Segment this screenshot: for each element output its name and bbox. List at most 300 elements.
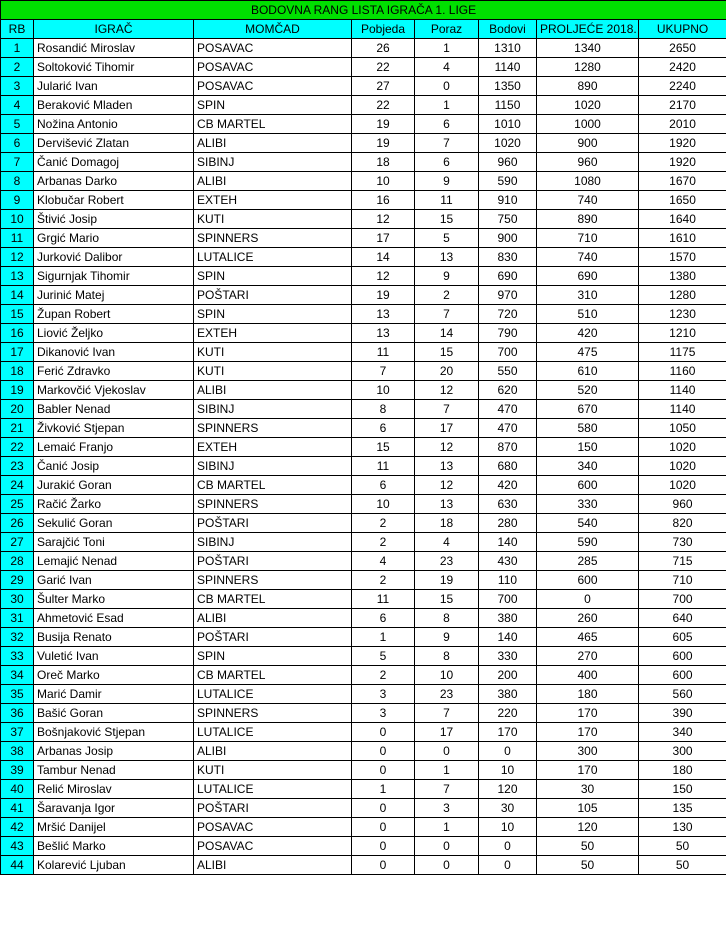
table-row [1,609,726,628]
cell-points: 750 [479,210,537,229]
cell-losses: 6 [415,115,479,134]
cell-team: SPIN [194,305,352,324]
cell-points: 0 [479,856,537,875]
table-row [1,115,726,134]
cell-losses: 3 [415,799,479,818]
cell-rb: 25 [1,495,34,514]
cell-points: 200 [479,666,537,685]
table-row [1,96,726,115]
cell-spring-2018: 960 [537,153,639,172]
cell-player: Grgić Mario [34,229,194,248]
cell-player: Oreč Marko [34,666,194,685]
cell-team: SPINNERS [194,495,352,514]
cell-spring-2018: 590 [537,533,639,552]
table-row [1,799,726,818]
cell-wins: 1 [352,628,415,647]
cell-wins: 3 [352,685,415,704]
cell-rb: 9 [1,191,34,210]
table-row [1,286,726,305]
cell-player: Beraković Mladen [34,96,194,115]
cell-spring-2018: 170 [537,723,639,742]
cell-player: Živković Stjepan [34,419,194,438]
cell-rb: 10 [1,210,34,229]
cell-player: Klobučar Robert [34,191,194,210]
cell-wins: 1 [352,780,415,799]
cell-total: 730 [639,533,726,552]
cell-wins: 3 [352,704,415,723]
cell-wins: 0 [352,761,415,780]
cell-points: 140 [479,533,537,552]
cell-losses: 19 [415,571,479,590]
cell-rb: 6 [1,134,34,153]
table-body [1,39,726,875]
cell-rb: 37 [1,723,34,742]
cell-player: Jurković Dalibor [34,248,194,267]
cell-losses: 23 [415,685,479,704]
cell-losses: 7 [415,305,479,324]
table-row [1,58,726,77]
cell-rb: 1 [1,39,34,58]
cell-spring-2018: 475 [537,343,639,362]
cell-wins: 14 [352,248,415,267]
cell-points: 220 [479,704,537,723]
table-row [1,514,726,533]
cell-spring-2018: 150 [537,438,639,457]
cell-points: 1310 [479,39,537,58]
cell-spring-2018: 600 [537,476,639,495]
cell-points: 470 [479,400,537,419]
cell-rb: 41 [1,799,34,818]
table-row [1,362,726,381]
cell-player: Ferić Zdravko [34,362,194,381]
table-row [1,818,726,837]
cell-total: 1175 [639,343,726,362]
cell-player: Arbanas Darko [34,172,194,191]
cell-rb: 8 [1,172,34,191]
cell-player: Sarajčić Toni [34,533,194,552]
cell-losses: 1 [415,96,479,115]
cell-team: POŠTARI [194,799,352,818]
cell-losses: 7 [415,134,479,153]
cell-losses: 12 [415,438,479,457]
cell-points: 110 [479,571,537,590]
cell-team: KUTI [194,210,352,229]
cell-player: Čanić Domagoj [34,153,194,172]
table-row [1,856,726,875]
cell-player: Vuletić Ivan [34,647,194,666]
cell-player: Šulter Marko [34,590,194,609]
cell-spring-2018: 120 [537,818,639,837]
cell-rb: 39 [1,761,34,780]
cell-spring-2018: 740 [537,191,639,210]
cell-rb: 38 [1,742,34,761]
cell-points: 830 [479,248,537,267]
cell-points: 10 [479,818,537,837]
cell-spring-2018: 0 [537,590,639,609]
cell-losses: 4 [415,533,479,552]
cell-losses: 15 [415,590,479,609]
cell-losses: 7 [415,780,479,799]
cell-total: 150 [639,780,726,799]
cell-wins: 0 [352,856,415,875]
cell-losses: 12 [415,381,479,400]
table-row [1,191,726,210]
cell-player: Štivić Josip [34,210,194,229]
table-row [1,267,726,286]
cell-total: 1020 [639,457,726,476]
cell-rb: 14 [1,286,34,305]
cell-points: 590 [479,172,537,191]
cell-wins: 8 [352,400,415,419]
cell-losses: 13 [415,248,479,267]
cell-wins: 19 [352,286,415,305]
cell-spring-2018: 420 [537,324,639,343]
cell-team: POSAVAC [194,818,352,837]
cell-team: LUTALICE [194,685,352,704]
cell-spring-2018: 670 [537,400,639,419]
cell-team: ALIBI [194,172,352,191]
cell-wins: 10 [352,172,415,191]
cell-wins: 0 [352,799,415,818]
cell-team: LUTALICE [194,248,352,267]
cell-spring-2018: 1340 [537,39,639,58]
cell-team: CB MARTEL [194,115,352,134]
table-row [1,495,726,514]
cell-spring-2018: 600 [537,571,639,590]
cell-rb: 18 [1,362,34,381]
cell-player: Marić Damir [34,685,194,704]
table-row [1,381,726,400]
table-row [1,780,726,799]
table-row [1,343,726,362]
cell-points: 870 [479,438,537,457]
cell-points: 1150 [479,96,537,115]
cell-total: 50 [639,856,726,875]
cell-rb: 11 [1,229,34,248]
cell-total: 820 [639,514,726,533]
table-row [1,552,726,571]
cell-spring-2018: 890 [537,77,639,96]
cell-points: 790 [479,324,537,343]
cell-rb: 27 [1,533,34,552]
table-row [1,742,726,761]
table-row [1,134,726,153]
cell-points: 960 [479,153,537,172]
cell-team: POSAVAC [194,39,352,58]
cell-spring-2018: 580 [537,419,639,438]
cell-total: 340 [639,723,726,742]
table-row [1,590,726,609]
cell-wins: 17 [352,229,415,248]
cell-player: Jurakić Goran [34,476,194,495]
title-row [1,1,726,20]
cell-total: 715 [639,552,726,571]
cell-spring-2018: 1020 [537,96,639,115]
cell-player: Lemajić Nenad [34,552,194,571]
cell-losses: 7 [415,704,479,723]
cell-losses: 15 [415,210,479,229]
cell-losses: 9 [415,267,479,286]
cell-total: 600 [639,666,726,685]
cell-rb: 40 [1,780,34,799]
cell-spring-2018: 330 [537,495,639,514]
cell-team: POSAVAC [194,837,352,856]
table-row [1,229,726,248]
cell-wins: 22 [352,96,415,115]
cell-total: 390 [639,704,726,723]
cell-team: CB MARTEL [194,476,352,495]
cell-points: 30 [479,799,537,818]
cell-team: SIBINJ [194,153,352,172]
cell-team: POŠTARI [194,286,352,305]
cell-rb: 26 [1,514,34,533]
cell-wins: 0 [352,818,415,837]
cell-points: 170 [479,723,537,742]
cell-rb: 31 [1,609,34,628]
cell-points: 1010 [479,115,537,134]
cell-spring-2018: 400 [537,666,639,685]
cell-player: Rosandić Miroslav [34,39,194,58]
cell-rb: 36 [1,704,34,723]
cell-losses: 11 [415,191,479,210]
cell-team: LUTALICE [194,780,352,799]
cell-wins: 10 [352,495,415,514]
cell-wins: 0 [352,723,415,742]
cell-total: 135 [639,799,726,818]
table-row [1,400,726,419]
cell-spring-2018: 170 [537,761,639,780]
cell-team: POŠTARI [194,628,352,647]
cell-rb: 32 [1,628,34,647]
cell-total: 1670 [639,172,726,191]
cell-wins: 19 [352,134,415,153]
cell-total: 2420 [639,58,726,77]
cell-team: ALIBI [194,609,352,628]
cell-rb: 21 [1,419,34,438]
cell-wins: 12 [352,267,415,286]
cell-losses: 0 [415,742,479,761]
cell-player: Kolarević Ljuban [34,856,194,875]
cell-losses: 1 [415,39,479,58]
cell-points: 620 [479,381,537,400]
cell-wins: 6 [352,609,415,628]
cell-losses: 1 [415,761,479,780]
cell-losses: 20 [415,362,479,381]
cell-rb: 17 [1,343,34,362]
cell-points: 330 [479,647,537,666]
cell-spring-2018: 890 [537,210,639,229]
cell-losses: 14 [415,324,479,343]
cell-total: 1920 [639,134,726,153]
cell-losses: 10 [415,666,479,685]
cell-points: 430 [479,552,537,571]
cell-losses: 1 [415,818,479,837]
cell-points: 140 [479,628,537,647]
cell-team: CB MARTEL [194,666,352,685]
header-player: IGRAČ [34,20,194,39]
table-row [1,628,726,647]
cell-wins: 2 [352,666,415,685]
header-rb: RB [1,20,34,39]
cell-team: EXTEH [194,324,352,343]
cell-player: Arbanas Josip [34,742,194,761]
cell-team: SIBINJ [194,533,352,552]
cell-rb: 13 [1,267,34,286]
cell-wins: 0 [352,837,415,856]
cell-player: Sekulić Goran [34,514,194,533]
cell-player: Župan Robert [34,305,194,324]
cell-total: 1380 [639,267,726,286]
cell-team: SPINNERS [194,571,352,590]
cell-player: Ahmetović Esad [34,609,194,628]
table-row [1,172,726,191]
cell-wins: 5 [352,647,415,666]
cell-total: 1610 [639,229,726,248]
table-title: BODOVNA RANG LISTA IGRAČA 1. LIGE [1,1,726,20]
cell-wins: 26 [352,39,415,58]
cell-spring-2018: 170 [537,704,639,723]
cell-losses: 15 [415,343,479,362]
cell-total: 700 [639,590,726,609]
cell-rb: 22 [1,438,34,457]
cell-team: EXTEH [194,438,352,457]
cell-points: 1140 [479,58,537,77]
cell-points: 700 [479,343,537,362]
cell-spring-2018: 50 [537,856,639,875]
cell-wins: 10 [352,381,415,400]
cell-wins: 6 [352,476,415,495]
cell-player: Bošnjaković Stjepan [34,723,194,742]
cell-rb: 20 [1,400,34,419]
cell-total: 1020 [639,476,726,495]
cell-spring-2018: 310 [537,286,639,305]
cell-spring-2018: 520 [537,381,639,400]
cell-team: ALIBI [194,856,352,875]
cell-points: 720 [479,305,537,324]
cell-rb: 2 [1,58,34,77]
cell-points: 470 [479,419,537,438]
cell-player: Babler Nenad [34,400,194,419]
cell-rb: 4 [1,96,34,115]
cell-total: 1570 [639,248,726,267]
header-losses: Poraz [415,20,479,39]
table-row [1,324,726,343]
cell-player: Relić Miroslav [34,780,194,799]
cell-team: SPINNERS [194,229,352,248]
cell-spring-2018: 105 [537,799,639,818]
cell-losses: 5 [415,229,479,248]
cell-spring-2018: 1280 [537,58,639,77]
cell-spring-2018: 30 [537,780,639,799]
cell-total: 130 [639,818,726,837]
table-row [1,305,726,324]
cell-losses: 6 [415,153,479,172]
cell-points: 630 [479,495,537,514]
cell-spring-2018: 260 [537,609,639,628]
cell-rb: 42 [1,818,34,837]
cell-points: 0 [479,837,537,856]
cell-points: 970 [479,286,537,305]
table-row [1,685,726,704]
cell-total: 1230 [639,305,726,324]
table-row [1,248,726,267]
cell-points: 10 [479,761,537,780]
cell-spring-2018: 710 [537,229,639,248]
cell-total: 300 [639,742,726,761]
cell-rb: 19 [1,381,34,400]
cell-team: POSAVAC [194,77,352,96]
cell-wins: 13 [352,305,415,324]
cell-player: Tambur Nenad [34,761,194,780]
table-row [1,704,726,723]
cell-team: EXTEH [194,191,352,210]
cell-player: Nožina Antonio [34,115,194,134]
cell-spring-2018: 510 [537,305,639,324]
cell-losses: 0 [415,856,479,875]
cell-wins: 15 [352,438,415,457]
cell-total: 1650 [639,191,726,210]
table-row [1,571,726,590]
table-row [1,419,726,438]
cell-losses: 12 [415,476,479,495]
cell-losses: 0 [415,77,479,96]
cell-points: 910 [479,191,537,210]
table-row [1,533,726,552]
table-row [1,77,726,96]
cell-team: KUTI [194,761,352,780]
cell-losses: 18 [415,514,479,533]
header-total: UKUPNO [639,20,726,39]
cell-losses: 0 [415,837,479,856]
cell-player: Šaravanja Igor [34,799,194,818]
cell-total: 710 [639,571,726,590]
cell-wins: 13 [352,324,415,343]
cell-wins: 0 [352,742,415,761]
cell-wins: 7 [352,362,415,381]
cell-total: 2010 [639,115,726,134]
table-row [1,723,726,742]
cell-rb: 16 [1,324,34,343]
cell-spring-2018: 180 [537,685,639,704]
cell-player: Čanić Josip [34,457,194,476]
cell-player: Garić Ivan [34,571,194,590]
cell-total: 1920 [639,153,726,172]
cell-points: 690 [479,267,537,286]
cell-spring-2018: 50 [537,837,639,856]
cell-total: 1280 [639,286,726,305]
cell-losses: 17 [415,723,479,742]
cell-team: ALIBI [194,134,352,153]
cell-player: Bašić Goran [34,704,194,723]
cell-total: 1140 [639,381,726,400]
cell-total: 640 [639,609,726,628]
cell-team: POŠTARI [194,552,352,571]
cell-rb: 28 [1,552,34,571]
cell-team: SPIN [194,647,352,666]
cell-points: 380 [479,685,537,704]
cell-team: POŠTARI [194,514,352,533]
cell-wins: 2 [352,571,415,590]
cell-spring-2018: 1080 [537,172,639,191]
cell-spring-2018: 270 [537,647,639,666]
cell-team: SPINNERS [194,704,352,723]
cell-total: 1140 [639,400,726,419]
table-row [1,647,726,666]
cell-spring-2018: 690 [537,267,639,286]
cell-wins: 6 [352,419,415,438]
cell-wins: 2 [352,533,415,552]
cell-rb: 44 [1,856,34,875]
